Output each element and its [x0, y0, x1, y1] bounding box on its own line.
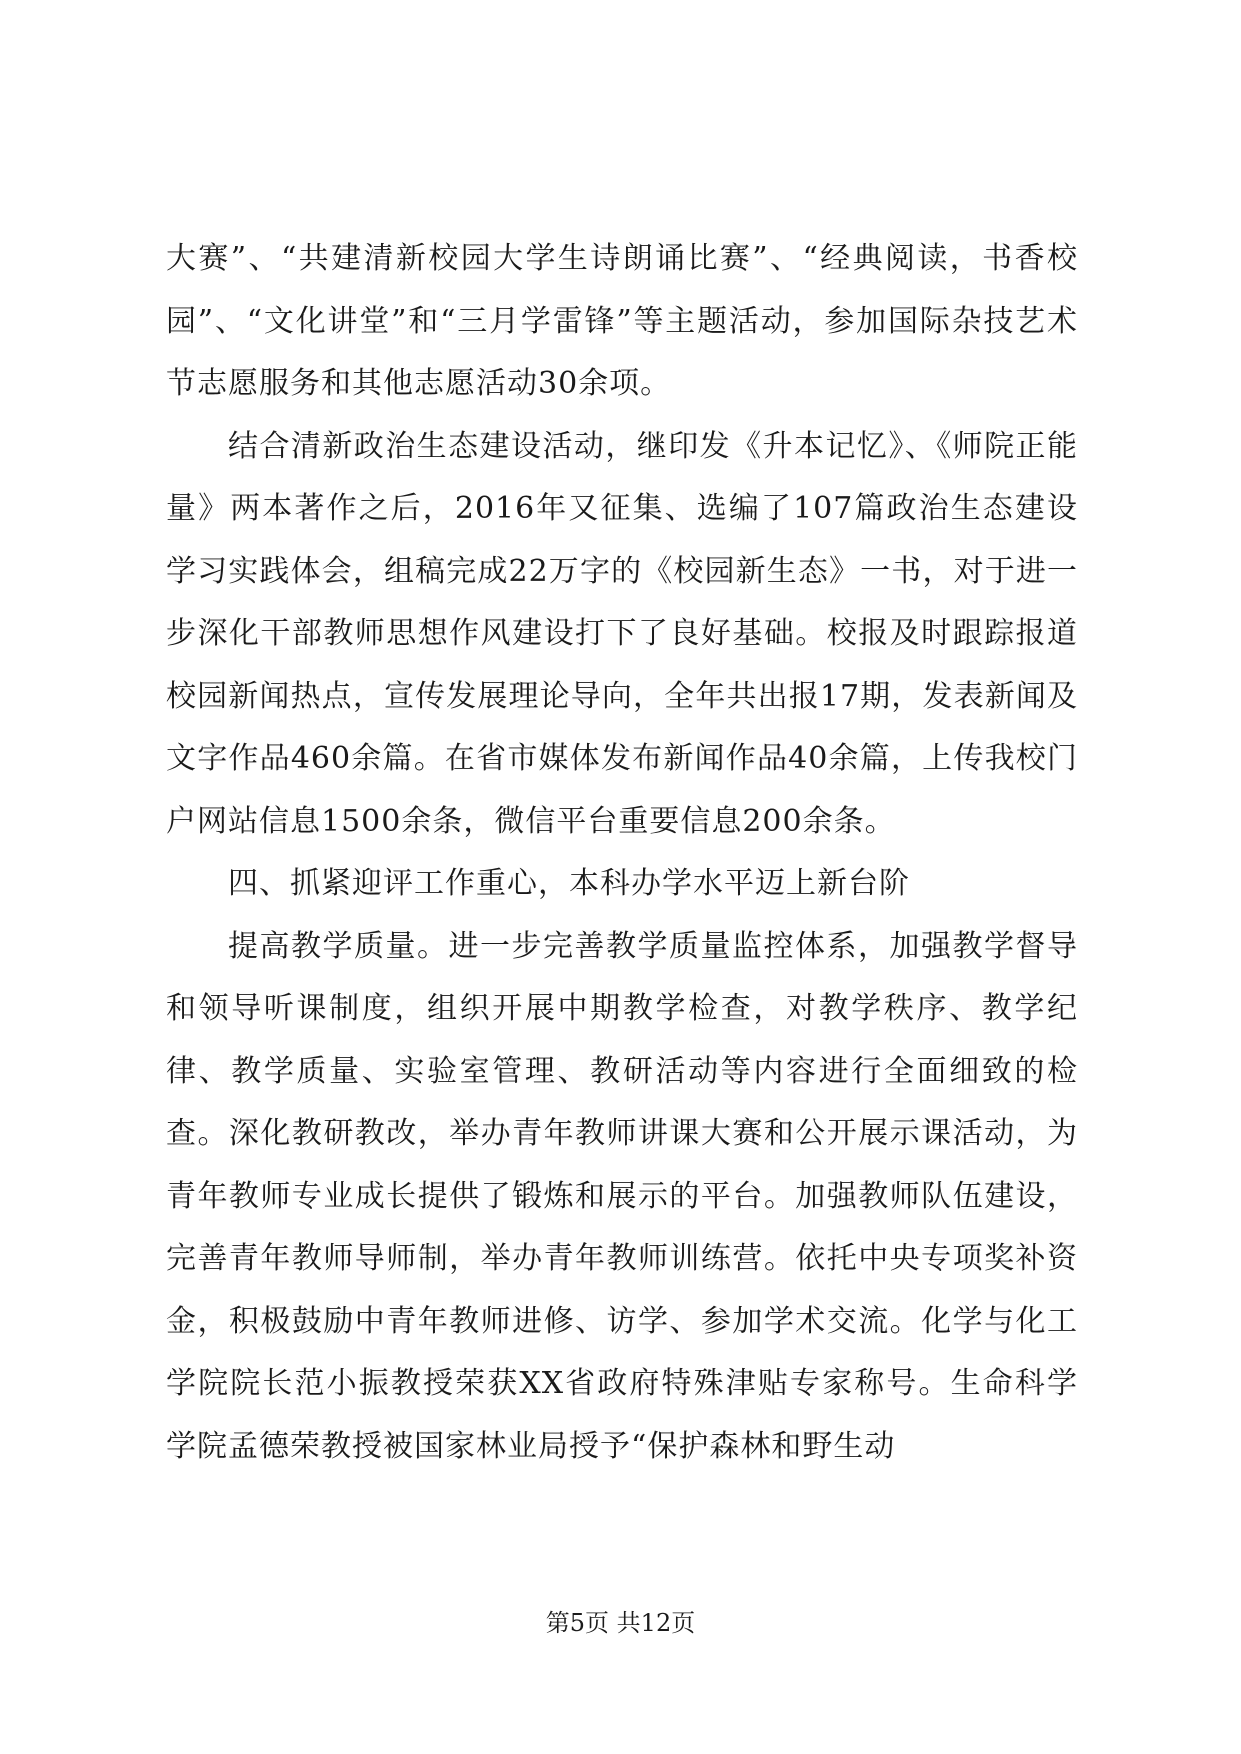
section-heading: 四、抓紧迎评工作重心，本科办学水平迈上新台阶	[228, 866, 910, 901]
paragraph-4: 提高教学质量。进一步完善教学质量监控体系，加强教学督导和领导听课制度，组织开展中期教学检查，对教学秩序、教学纪律、教学质量、实验室管理、教研活动等内容进行全面细致的检查。深化教研教改，举办青年教师讲课大赛和公开展示课活动，为青年教师专业成长提供了锻炼和展示的平台。加强教师队伍建设，完善青年教师导师制，举办青年教师训练营。依托中央专项奖补资金，积极鼓励中青年教师进修、访学、参加学术交流。化学与化工学院院长范小振教授荣获XX省政府特殊津贴专家称号。生命科学学院孟德荣教授被国家林业局授予“保护森林和野生动	[166, 928, 1078, 1464]
document-body	[166, 228, 1078, 1478]
page-number: 第5页 共12页	[545, 1609, 696, 1637]
paragraph-2: 结合清新政治生态建设活动，继印发《升本记忆》、《师院正能量》两本著作之后，2016年又征集、选编了107篇政治生态建设学习实践体会，组稿完成22万字的《校园新生态》一书，对于进一步深化干部教师思想作风建设打下了良好基础。校报及时跟踪报道校园新闻热点，宣传发展理论导向，全年共出报17期，发表新闻及文字作品460余篇。在省市媒体发布新闻作品40余篇，上传我校门户网站信息1500余条，微信平台重要信息200余条。	[166, 428, 1078, 839]
paragraph-1: 大赛”、“共建清新校园大学生诗朗诵比赛”、“经典阅读，书香校园”、“文化讲堂”和“三月学雷锋”等主题活动，参加国际杂技艺术节志愿服务和其他志愿活动30余项。	[166, 241, 1078, 401]
page-footer	[0, 1608, 1241, 1638]
